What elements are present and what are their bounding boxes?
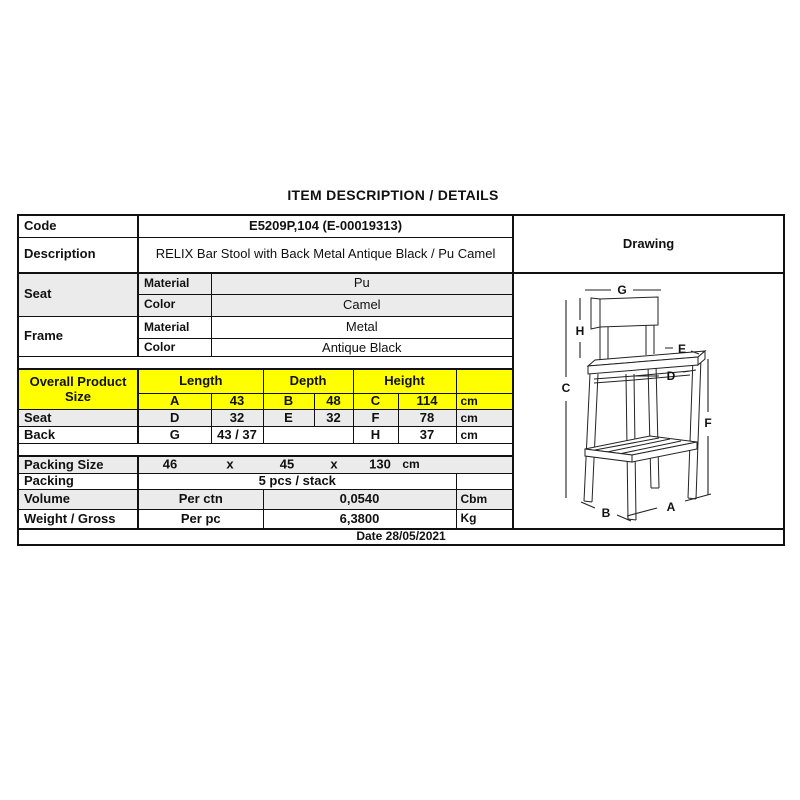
dim-c: C bbox=[353, 394, 398, 410]
code-label: Code bbox=[18, 215, 138, 237]
dim-unit: cm bbox=[456, 394, 513, 410]
spacer-row bbox=[18, 444, 513, 456]
dim-label-c: C bbox=[561, 381, 571, 395]
overall-size-label-line1: Overall Product bbox=[29, 373, 127, 389]
dim-label-g: G bbox=[617, 283, 627, 297]
weight-unit: Kg bbox=[456, 510, 513, 529]
dim-b-value: 48 bbox=[314, 394, 353, 410]
packing-size-height: 130 bbox=[369, 456, 391, 472]
seat-dim-e: E bbox=[263, 410, 314, 427]
seat-dim-f-value: 78 bbox=[398, 410, 456, 427]
packing-size-sep2: x bbox=[330, 456, 338, 472]
weight-label: Weight / Gross bbox=[18, 510, 138, 529]
dim-label-d: D bbox=[666, 369, 676, 383]
dim-label-b: B bbox=[601, 506, 611, 520]
packing-size-unit: cm bbox=[402, 457, 420, 472]
height-header: Height bbox=[353, 369, 456, 394]
weight-value: 6,3800 bbox=[263, 510, 456, 529]
back-size-label: Back bbox=[18, 427, 138, 444]
dim-c-value: 114 bbox=[398, 394, 456, 410]
packing-size-sep1: x bbox=[226, 456, 234, 472]
dim-label-f: F bbox=[704, 416, 712, 430]
dim-a-value: 43 bbox=[211, 394, 263, 410]
dim-b: B bbox=[263, 394, 314, 410]
overall-size-label bbox=[18, 369, 138, 410]
length-header: Length bbox=[138, 369, 263, 394]
packing-label: Packing bbox=[18, 474, 138, 490]
seat-dim-d: D bbox=[138, 410, 211, 427]
back-dim-h-value: 37 bbox=[398, 427, 456, 444]
frame-color-label: Color bbox=[138, 339, 211, 357]
weight-basis: Per pc bbox=[138, 510, 263, 529]
spec-table bbox=[17, 214, 785, 546]
frame-section-label: Frame bbox=[18, 316, 138, 357]
seat-section-label: Seat bbox=[18, 273, 138, 316]
overall-size-label-line2: Size bbox=[64, 388, 91, 404]
packing-size-length: 46 bbox=[162, 456, 178, 472]
seat-dim-unit: cm bbox=[456, 410, 513, 427]
seat-dim-f: F bbox=[353, 410, 398, 427]
volume-value: 0,0540 bbox=[263, 490, 456, 510]
date-row: Date 28/05/2021 bbox=[18, 529, 784, 545]
seat-material-value: Pu bbox=[211, 273, 513, 294]
page-title: ITEM DESCRIPTION / DETAILS bbox=[287, 187, 499, 203]
unit-header-blank bbox=[456, 369, 513, 394]
seat-size-label: Seat bbox=[18, 410, 138, 427]
back-dim-blank bbox=[263, 427, 353, 444]
seat-dim-e-value: 32 bbox=[314, 410, 353, 427]
drawing-cell bbox=[513, 273, 784, 529]
seat-color-label: Color bbox=[138, 294, 211, 316]
spacer-row bbox=[18, 357, 513, 369]
back-dim-g-value: 43 / 37 bbox=[211, 427, 263, 444]
dim-label-e: E bbox=[678, 342, 687, 356]
volume-label: Volume bbox=[18, 490, 138, 510]
seat-material-label: Material bbox=[138, 273, 211, 294]
volume-unit: Cbm bbox=[456, 490, 513, 510]
stool-outline bbox=[584, 297, 705, 520]
frame-material-value: Metal bbox=[211, 316, 513, 339]
frame-color-value: Antique Black bbox=[211, 339, 513, 357]
packing-size-label: Packing Size bbox=[18, 456, 138, 474]
depth-header: Depth bbox=[263, 369, 353, 394]
drawing-header: Drawing bbox=[513, 215, 784, 273]
seat-dim-d-value: 32 bbox=[211, 410, 263, 427]
frame-material-label: Material bbox=[138, 316, 211, 339]
bar-stool-drawing bbox=[515, 274, 782, 524]
packing-size-depth: 45 bbox=[279, 456, 295, 472]
volume-basis: Per ctn bbox=[138, 490, 263, 510]
dim-label-h: H bbox=[575, 324, 585, 338]
back-dim-g: G bbox=[138, 427, 211, 444]
back-dim-unit: cm bbox=[456, 427, 513, 444]
packing-size-value bbox=[138, 456, 513, 474]
dim-a: A bbox=[138, 394, 211, 410]
code-value: E5209P,104 (E-00019313) bbox=[138, 215, 513, 237]
back-dim-h: H bbox=[353, 427, 398, 444]
packing-value: 5 pcs / stack bbox=[138, 474, 456, 490]
description-value: RELIX Bar Stool with Back Metal Antique Black / Pu Camel bbox=[138, 237, 513, 273]
packing-unit-blank bbox=[456, 474, 513, 490]
description-label: Description bbox=[18, 237, 138, 273]
seat-color-value: Camel bbox=[211, 294, 513, 316]
dim-label-a: A bbox=[666, 500, 676, 514]
